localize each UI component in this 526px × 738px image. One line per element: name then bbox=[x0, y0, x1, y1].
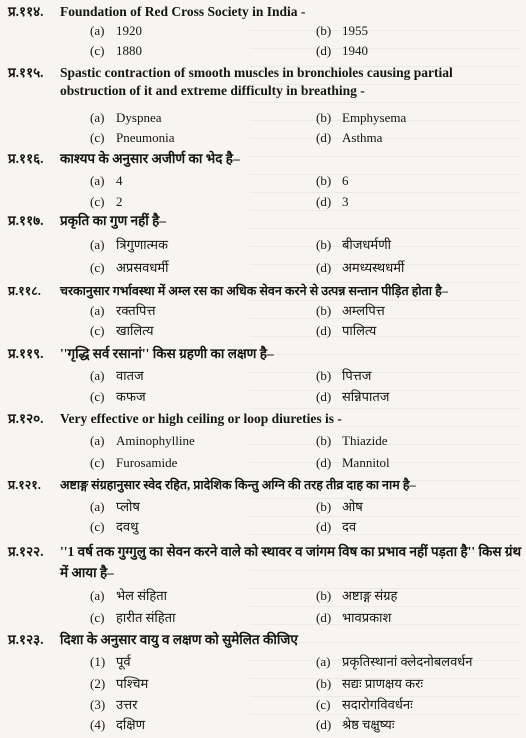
question-number: प्र.११४. bbox=[8, 4, 44, 19]
option-d: (d) दव bbox=[316, 519, 357, 534]
option-d: (d) भावप्रकाश bbox=[316, 610, 392, 625]
option-c: (c) दवथु bbox=[90, 519, 139, 534]
question-number: प्र.१२१. bbox=[8, 478, 41, 492]
option-b: (b) पित्तज bbox=[316, 368, 372, 383]
option-a: (a) भेल संहिता bbox=[90, 588, 168, 603]
option-c: (c) अप्रसवधर्मी bbox=[90, 260, 169, 275]
option-a: (a) Dyspnea bbox=[90, 110, 162, 125]
question-122 bbox=[8, 541, 522, 583]
option-c: (c) खालित्य bbox=[90, 323, 154, 338]
match-left-2: (2) पश्चिम bbox=[90, 676, 149, 691]
question-text: काश्यप के अनुसार अजीर्ण का भेद है– bbox=[60, 151, 240, 166]
match-right-a: (a) प्रकृतिस्थानां क्लेदनोबलवर्धन bbox=[316, 654, 473, 669]
question-115 bbox=[8, 64, 522, 100]
question-number: प्र.११९. bbox=[8, 346, 44, 361]
question-number: प्र.११६. bbox=[8, 151, 44, 166]
question-text: Very effective or high ceiling or loop diureties is - bbox=[60, 411, 342, 426]
question-text: ''1 वर्ष तक गुग्गुलु का सेवन करने वाले को स्थावर व जांगम विष का प्रभाव नहीं पड़ता है'' किस ग्रंथ में आया है– bbox=[60, 544, 522, 580]
option-c: (c) Pneumonia bbox=[90, 130, 175, 145]
option-c: (c) हारीत संहिता bbox=[90, 610, 176, 625]
question-number: प्र.११५. bbox=[8, 65, 44, 80]
option-d: (d) 1940 bbox=[316, 43, 368, 58]
option-a: (a) वातज bbox=[90, 368, 144, 383]
option-a: (a) 4 bbox=[90, 173, 123, 188]
option-d: (d) अमध्यस्थधर्मी bbox=[316, 260, 405, 275]
question-117 bbox=[8, 212, 522, 230]
question-number: प्र.१२०. bbox=[8, 411, 44, 426]
match-right-b: (b) सद्यः प्राणक्षय करः bbox=[316, 676, 424, 691]
question-text: दिशा के अनुसार वायु व लक्षण को सुमेलित कीजिए bbox=[60, 632, 298, 647]
option-b: (b) Thiazide bbox=[316, 433, 388, 448]
question-text: Foundation of Red Cross Society in India - bbox=[60, 4, 306, 19]
option-c: (c) Furosamide bbox=[90, 455, 178, 470]
question-text: Spastic contraction of smooth muscles in bronchioles causing partial obstruction of it and extreme difficulty in breathing - bbox=[60, 65, 453, 98]
match-left-4: (4) दक्षिण bbox=[90, 717, 145, 732]
question-121 bbox=[8, 476, 522, 494]
option-b: (b) अम्लपित्त bbox=[316, 303, 385, 318]
option-a: (a) प्लोष bbox=[90, 499, 140, 514]
question-number: प्र.११७. bbox=[8, 213, 44, 228]
option-c: (c) 1880 bbox=[90, 43, 142, 58]
match-right-c: (c) सदारोगविवर्धनः bbox=[316, 697, 413, 712]
option-c: (c) कफज bbox=[90, 389, 146, 404]
question-text: अष्टाङ्ग संग्रहानुसार स्वेद रहित, प्रादेशिक किन्तु अग्नि की तरह तीव्र दाह का नाम है– bbox=[60, 478, 416, 492]
question-114 bbox=[8, 3, 522, 21]
question-number: प्र.११८. bbox=[8, 284, 41, 298]
option-b: (b) बीजधर्मणी bbox=[316, 237, 391, 252]
question-text: ''गृद्धि सर्व रसानां'' किस ग्रहणी का लक्षण है– bbox=[60, 346, 274, 361]
question-116 bbox=[8, 150, 522, 168]
option-a: (a) 1920 bbox=[90, 23, 142, 38]
option-d: (d) Mannitol bbox=[316, 455, 390, 470]
question-123 bbox=[8, 631, 522, 649]
match-left-1: (1) पूर्व bbox=[90, 654, 131, 669]
option-c: (c) 2 bbox=[90, 194, 123, 209]
option-d: (d) Asthma bbox=[316, 130, 383, 145]
option-a: (a) Aminophylline bbox=[90, 433, 195, 448]
match-left-3: (3) उत्तर bbox=[90, 697, 138, 712]
option-a: (a) त्रिगुणात्मक bbox=[90, 237, 169, 252]
option-b: (b) अष्टाङ्ग संग्रह bbox=[316, 588, 398, 603]
option-b: (b) Emphysema bbox=[316, 110, 407, 125]
question-119 bbox=[8, 345, 522, 363]
option-b: (b) 1955 bbox=[316, 23, 368, 38]
question-118 bbox=[8, 282, 522, 300]
option-d: (d) 3 bbox=[316, 194, 349, 209]
option-b: (b) 6 bbox=[316, 173, 349, 188]
option-a: (a) रक्तपित्त bbox=[90, 303, 156, 318]
question-text: प्रकृति का गुण नहीं है– bbox=[60, 213, 167, 228]
match-right-d: (d) श्रेष्ठ चक्षुष्यः bbox=[316, 717, 395, 732]
option-d: (d) पालित्य bbox=[316, 323, 377, 338]
question-number: प्र.१२२. bbox=[8, 544, 44, 559]
question-text: चरकानुसार गर्भावस्था में अम्ल रस का अधिक सेवन करने से उत्पन्न सन्तान पीड़ित होता है– bbox=[60, 284, 448, 298]
question-number: प्र.१२३. bbox=[8, 632, 44, 647]
option-d: (d) सन्निपातज bbox=[316, 389, 390, 404]
option-b: (b) ओष bbox=[316, 499, 363, 514]
question-120 bbox=[8, 410, 522, 428]
